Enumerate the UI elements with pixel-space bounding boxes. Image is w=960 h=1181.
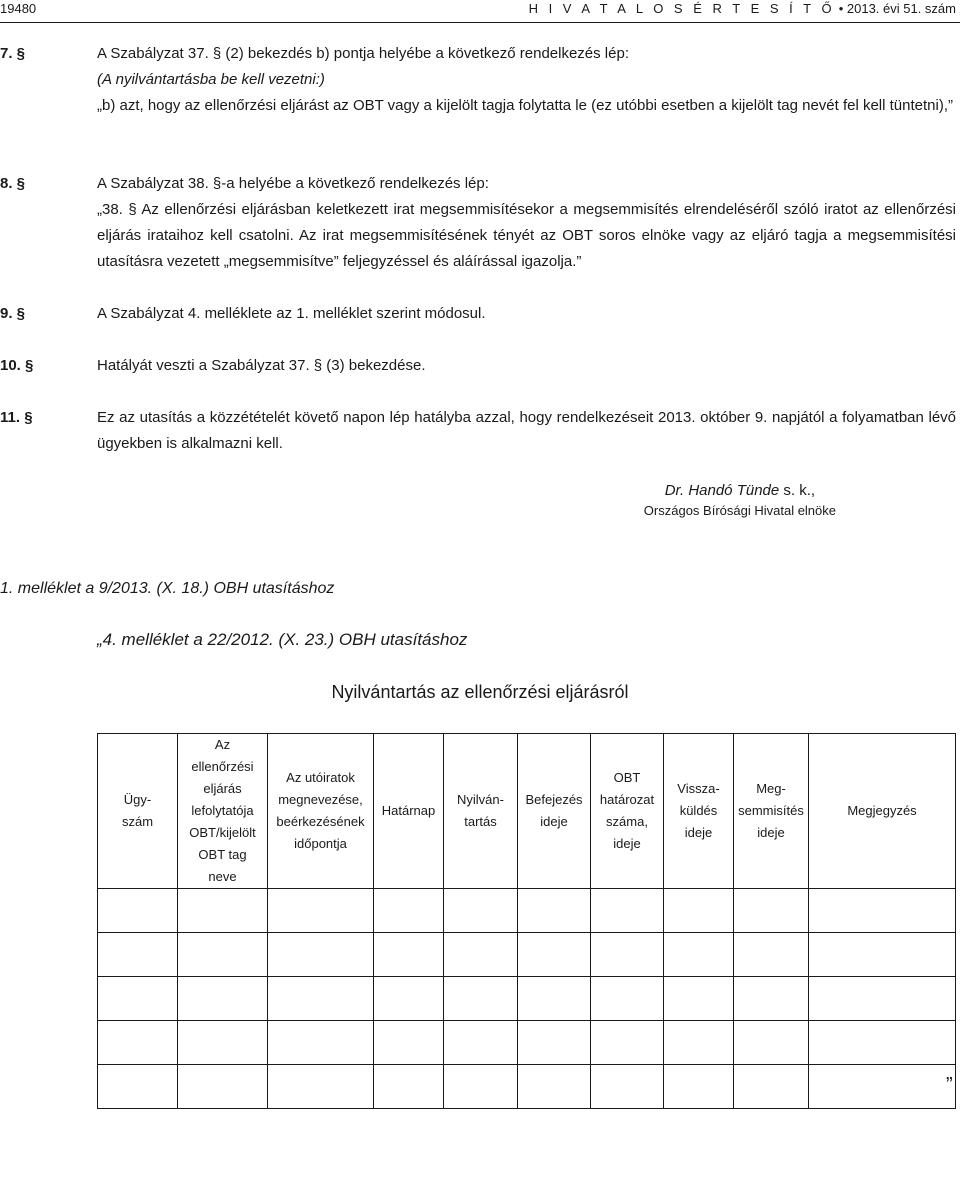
journal-title: H I V A T A L O S É R T E S Í T Ő: [528, 1, 836, 16]
table-cell: [268, 1021, 374, 1065]
section-number: 10. §: [0, 357, 34, 374]
table-cell: [518, 889, 591, 933]
table-cell: [809, 1065, 956, 1109]
page-header: [0, 0, 960, 24]
table-cell: [374, 933, 444, 977]
page-number: 19480: [0, 1, 37, 16]
section-7-line-1: A Szabályzat 37. § (2) bekezdés b) pontja helyébe a következő rendelkezés lép:: [97, 45, 629, 62]
table-cell: [98, 1021, 178, 1065]
section-7-line-2: (A nyilvántartásba be kell vezetni:): [97, 71, 325, 88]
table-cell: [664, 933, 734, 977]
table-header-cell: Ügy- szám: [98, 734, 178, 889]
table-cell: [178, 889, 268, 933]
signatory-name-italic: Dr. Handó Tünde: [664, 482, 780, 499]
table-header-cell: Az utóiratok megnevezése, beérkezésének időpontja: [268, 734, 374, 889]
journal-info: [529, 0, 956, 18]
section-7-line-3: „b) azt, hogy az ellenőrzési eljárást az OBT vagy a kijelölt tagja folytatta le (ez utóbbi esetben a kijelölt tag nevét fel kell tüntetni),”: [97, 97, 954, 114]
table-header-cell: OBT határozat száma, ideje: [591, 734, 664, 889]
table-cell: [178, 933, 268, 977]
table-cell: [444, 1065, 518, 1109]
table-cell: [809, 889, 956, 933]
table-cell: [374, 1065, 444, 1109]
table-cell: [591, 1065, 664, 1109]
table-cell: [591, 977, 664, 1021]
table-header-cell: Nyilván- tartás: [444, 734, 518, 889]
table-cell: [518, 933, 591, 977]
annex-label: 1. melléklet a 9/2013. (X. 18.) OBH utasításhoz: [0, 580, 335, 597]
table-row: [98, 977, 956, 1021]
header-rule: [0, 22, 960, 23]
table-body: [98, 889, 956, 1109]
table-cell: [178, 977, 268, 1021]
table-cell: [374, 1021, 444, 1065]
closing-quote: ”: [946, 1074, 953, 1096]
table-cell: [178, 1021, 268, 1065]
table-header-cell: Meg- semmisítés ideje: [734, 734, 809, 889]
table-cell: [664, 977, 734, 1021]
section-number: 11. §: [0, 409, 33, 426]
table-cell: [444, 977, 518, 1021]
register-table: [97, 733, 956, 1109]
table-cell: [444, 1021, 518, 1065]
section-body: Ez az utasítás a közzétételét követő napon lép hatályba azzal, hogy rendelkezéseit 2013. október 9. napjától a folyamatban lévő ügyekben is alkalmazni kell.: [97, 409, 956, 452]
table-header-cell: Megjegyzés: [809, 734, 956, 889]
table-header-cell: Befejezés ideje: [518, 734, 591, 889]
table-cell: [98, 933, 178, 977]
journal-issue: 2013. évi 51. szám: [846, 1, 956, 16]
table-cell: [374, 889, 444, 933]
table-header-row: [98, 734, 956, 889]
section-number: 9. §: [0, 305, 26, 322]
table-cell: [444, 933, 518, 977]
table-cell: [591, 1021, 664, 1065]
table-cell: [178, 1065, 268, 1109]
amended-annex-label: „4. melléklet a 22/2012. (X. 23.) OBH utasításhoz: [97, 630, 468, 649]
table-cell: [734, 933, 809, 977]
section-body: [97, 41, 956, 119]
table-cell: [518, 1065, 591, 1109]
table-row: [98, 1065, 956, 1109]
table-cell: [374, 977, 444, 1021]
table-cell: [809, 977, 956, 1021]
section-8-line-2: „38. § Az ellenőrzési eljárásban keletkezett irat megsemmisítésekor a megsemmisítés elrendeléséről szóló iratot az ellenőrzési eljárás irataihoz kell csatolni. Az irat megsemmisítésének tényét az OBT soros elnöke vagy az eljáró tagja a megsemmisítési utasításra vezetett „megsemmisítve” feljegyzéssel és aláírással igazolja.”: [97, 201, 956, 270]
section-number: 7. §: [0, 45, 26, 62]
signatory-suffix: s. k.,: [779, 482, 816, 499]
table-cell: [591, 933, 664, 977]
table-row: [98, 1021, 956, 1065]
signatory-name: [644, 482, 836, 499]
table-cell: [98, 977, 178, 1021]
table-row: [98, 933, 956, 977]
table-cell: [734, 1065, 809, 1109]
table-header-cell: Az ellenőrzési eljárás lefolytatója OBT/kijelölt OBT tag neve: [178, 734, 268, 889]
table-cell: [268, 933, 374, 977]
section-body: A Szabályzat 4. melléklete az 1. melléklet szerint módosul.: [97, 305, 486, 322]
table-cell: [664, 1065, 734, 1109]
table-cell: [444, 889, 518, 933]
table-header-cell: Vissza- küldés ideje: [664, 734, 734, 889]
table-cell: [268, 889, 374, 933]
section-body: [97, 171, 956, 275]
table-cell: [268, 977, 374, 1021]
table-cell: [268, 1065, 374, 1109]
table-header-cell: Határnap: [374, 734, 444, 889]
table-cell: [734, 889, 809, 933]
table-cell: [591, 889, 664, 933]
section-body: Hatályát veszti a Szabályzat 37. § (3) bekezdése.: [97, 357, 426, 374]
table-cell: [734, 977, 809, 1021]
table-cell: [98, 1065, 178, 1109]
header-bullet: •: [838, 1, 847, 16]
section-8-line-1: A Szabályzat 38. §-a helyébe a következő rendelkezés lép:: [97, 175, 489, 192]
table-cell: [734, 1021, 809, 1065]
table-cell: [809, 1021, 956, 1065]
table-cell: [664, 889, 734, 933]
table-cell: [518, 1021, 591, 1065]
table-cell: [518, 977, 591, 1021]
table-row: [98, 889, 956, 933]
table-title: Nyilvántartás az ellenőrzési eljárásról: [331, 682, 629, 702]
signature-block: [644, 482, 836, 518]
table-cell: [98, 889, 178, 933]
table-cell: [664, 1021, 734, 1065]
section-number: 8. §: [0, 175, 26, 192]
table-cell: [809, 933, 956, 977]
signatory-title: Országos Bírósági Hivatal elnöke: [643, 503, 836, 518]
